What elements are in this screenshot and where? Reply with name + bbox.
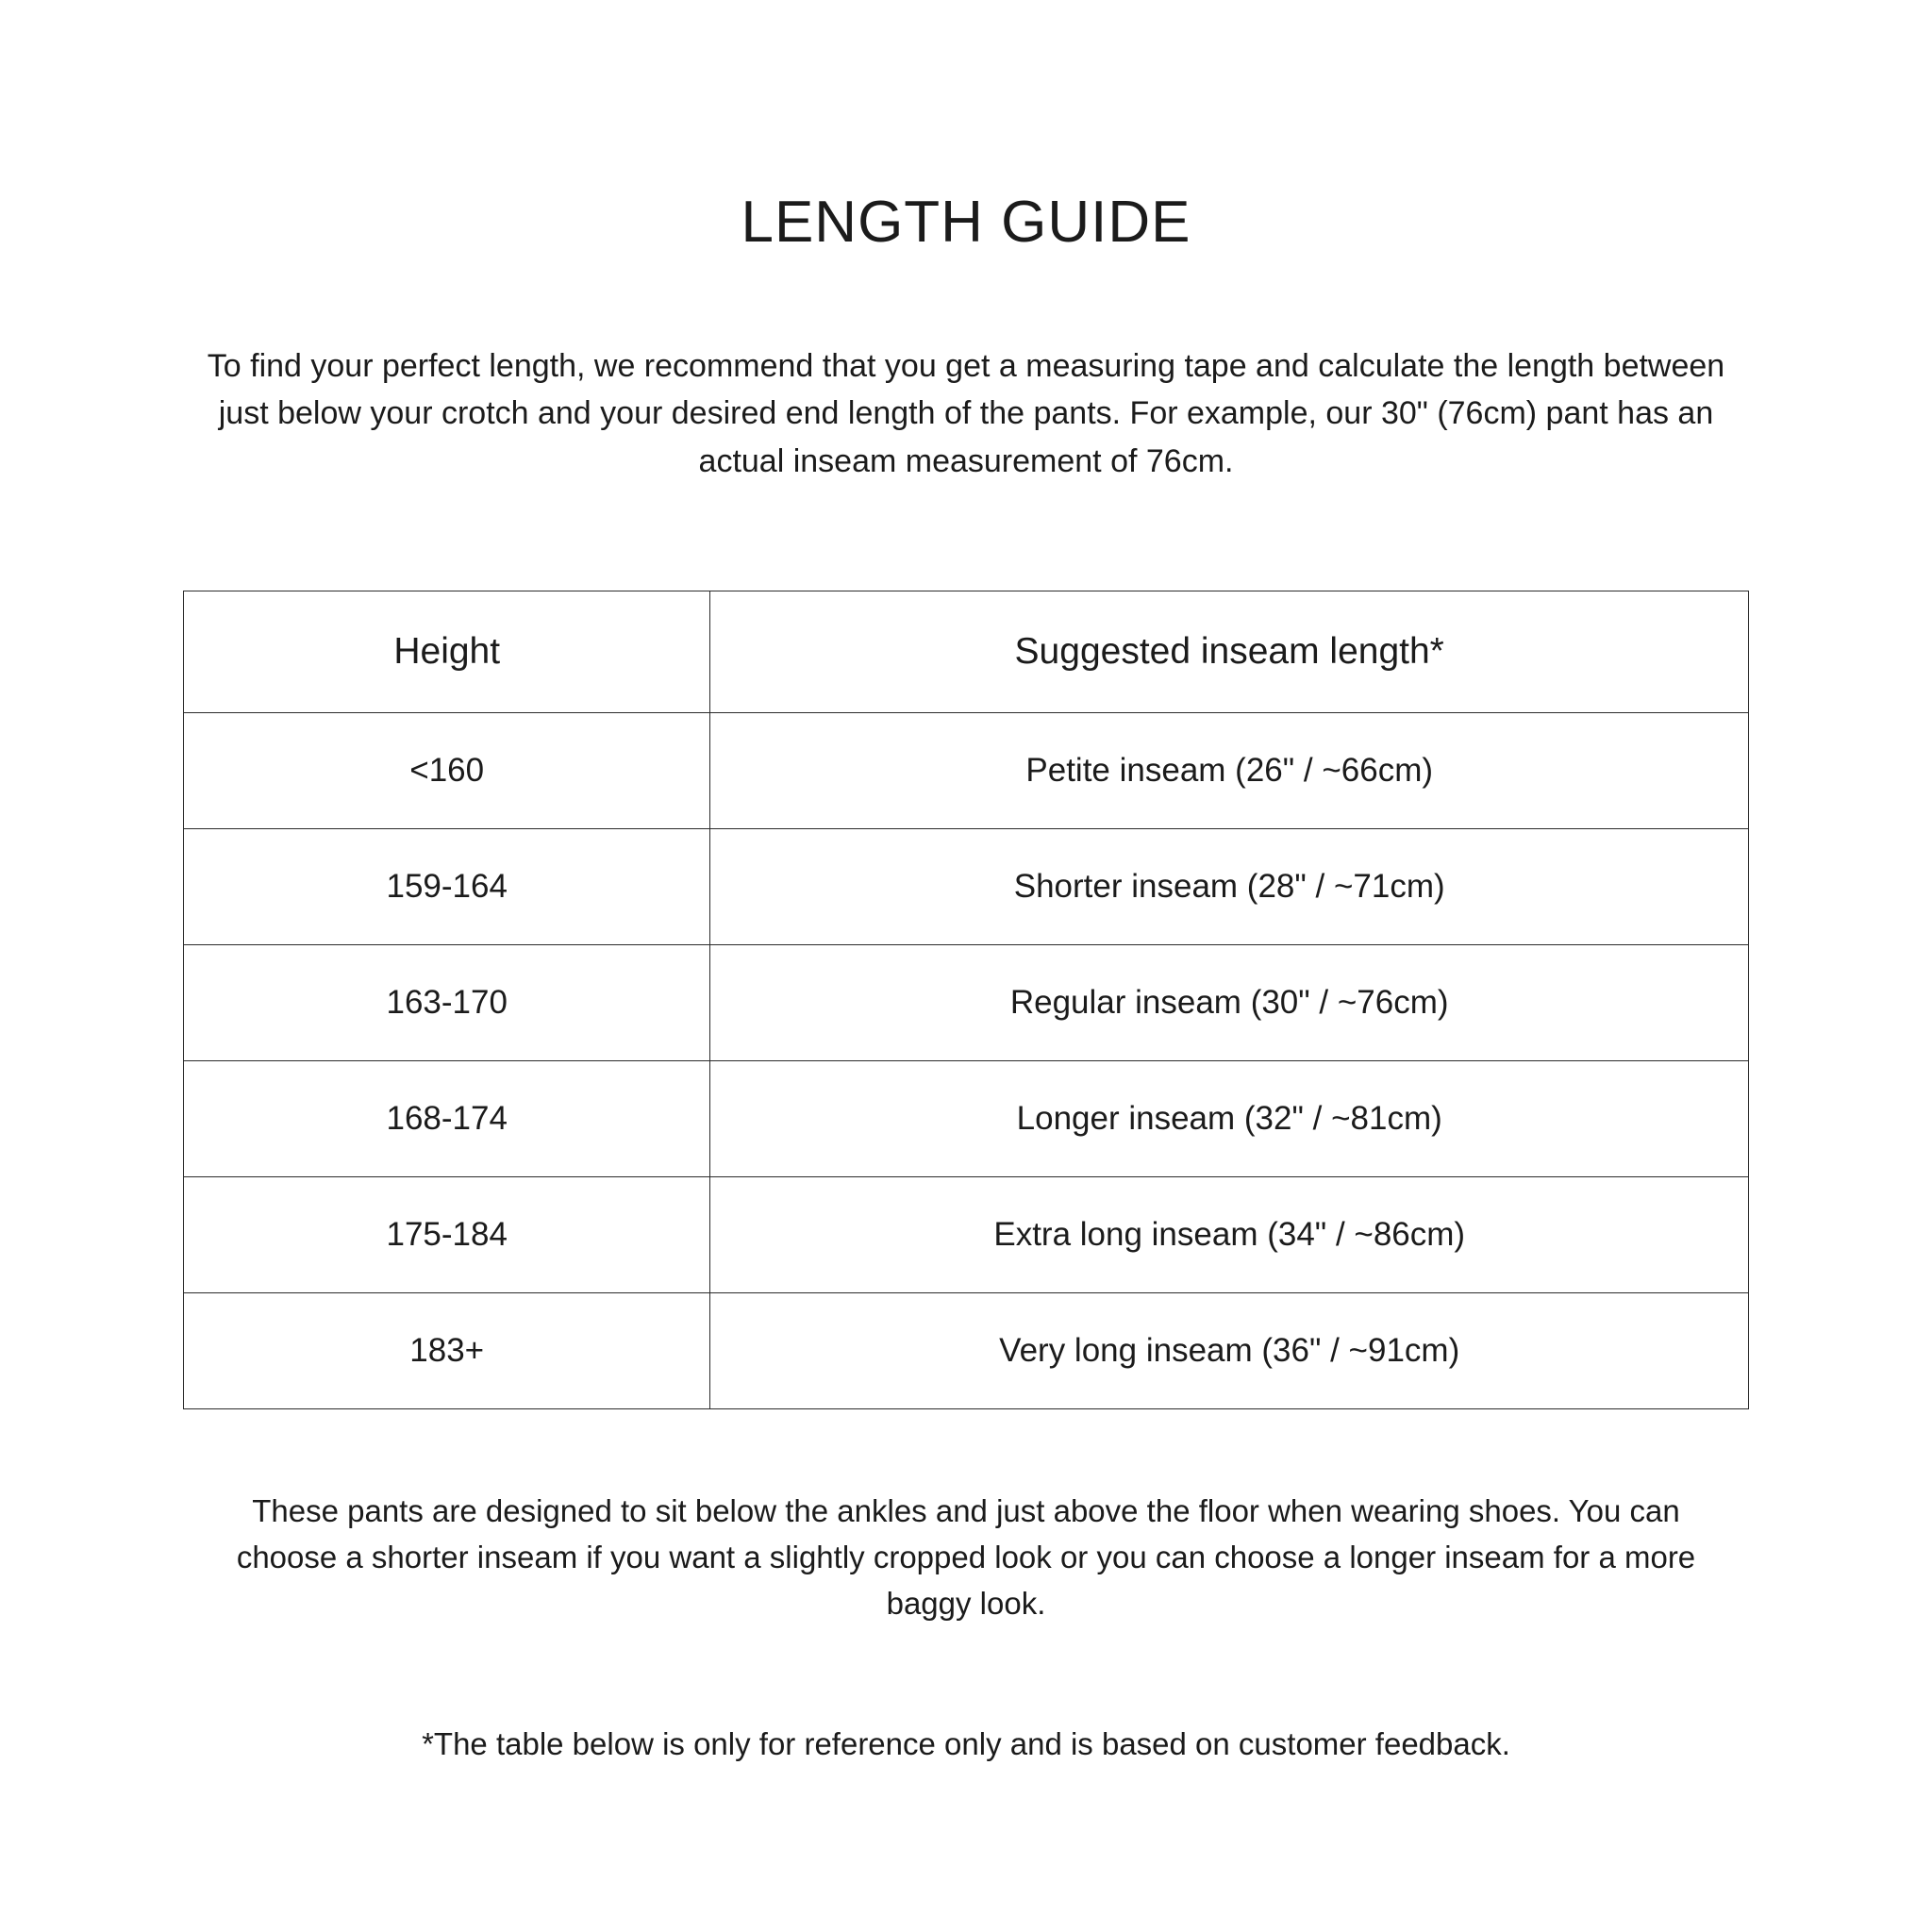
cell-height: 159-164 <box>184 828 710 944</box>
column-header-inseam: Suggested inseam length* <box>710 591 1749 712</box>
table-row <box>184 1176 1749 1292</box>
cell-height: <160 <box>184 712 710 828</box>
length-table <box>183 591 1749 1409</box>
cell-inseam: Shorter inseam (28" / ~71cm) <box>710 828 1749 944</box>
cell-height: 163-170 <box>184 944 710 1060</box>
cell-inseam: Regular inseam (30" / ~76cm) <box>710 944 1749 1060</box>
table-row <box>184 1060 1749 1176</box>
table-row <box>184 1292 1749 1408</box>
page-title: LENGTH GUIDE <box>741 190 1191 255</box>
table-row <box>184 712 1749 828</box>
table-row <box>184 944 1749 1060</box>
cell-height: 183+ <box>184 1292 710 1408</box>
cell-inseam: Petite inseam (26" / ~66cm) <box>710 712 1749 828</box>
cell-height: 168-174 <box>184 1060 710 1176</box>
intro-paragraph: To find your perfect length, we recommend that you get a measuring tape and calculate the length between just below your crotch and your desired end length of the pants. For example, our 30" (76cm) pant has an actual inseam measurement of 76cm. <box>207 348 1725 479</box>
table-header-row <box>184 591 1749 712</box>
cell-inseam: Longer inseam (32" / ~81cm) <box>710 1060 1749 1176</box>
cell-height: 175-184 <box>184 1176 710 1292</box>
fit-note: These pants are designed to sit below the ankles and just above the floor when wearing shoes. You can choose a shorter inseam if you want a slightly cropped look or you can choose a longer inseam for a more baggy look. <box>236 1492 1696 1621</box>
cell-inseam: Extra long inseam (34" / ~86cm) <box>710 1176 1749 1292</box>
column-header-height: Height <box>184 591 710 712</box>
table-row <box>184 828 1749 944</box>
reference-footnote: *The table below is only for reference only and is based on customer feedback. <box>422 1726 1510 1762</box>
length-table-container <box>183 591 1749 1409</box>
cell-inseam: Very long inseam (36" / ~91cm) <box>710 1292 1749 1408</box>
